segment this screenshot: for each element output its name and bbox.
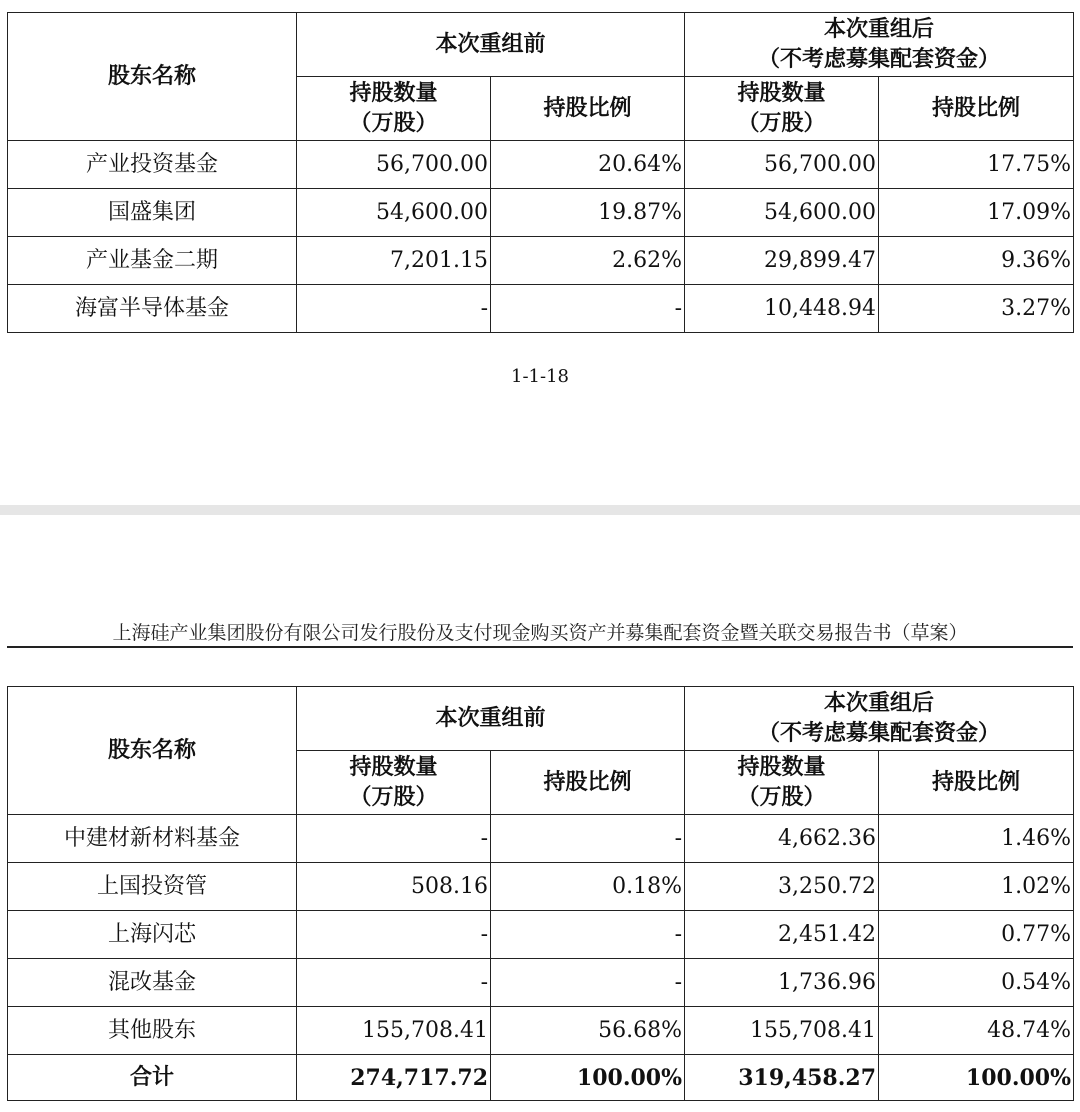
before-ratio-cell: - [491, 285, 685, 333]
header-after-quantity [685, 77, 879, 141]
before-quantity-cell: 56,700.00 [297, 141, 491, 189]
total-before-ratio-cell: 100.00% [491, 1055, 685, 1101]
after-ratio-cell: 48.74% [879, 1007, 1074, 1055]
header-after-line1: 本次重组后 [824, 690, 935, 716]
shareholding-table-bottom [7, 686, 1074, 1101]
shareholder-name-cell: 混改基金 [8, 959, 297, 1007]
header-qty-line2: （万股） [349, 784, 438, 810]
after-quantity-cell: 56,700.00 [685, 141, 879, 189]
table-row [8, 815, 1074, 863]
header-divider [7, 646, 1073, 648]
shareholder-name-cell: 上国投资管 [8, 863, 297, 911]
after-quantity-cell: 2,451.42 [685, 911, 879, 959]
before-ratio-cell: 20.64% [491, 141, 685, 189]
shareholder-name-cell: 上海闪芯 [8, 911, 297, 959]
before-quantity-cell: 54,600.00 [297, 189, 491, 237]
header-before-ratio: 持股比例 [491, 751, 685, 815]
header-qty-line1: 持股数量 [349, 80, 438, 106]
header-after-line2: （不考虑募集配套资金） [758, 46, 1001, 72]
total-before-quantity-cell: 274,717.72 [297, 1055, 491, 1101]
header-after-quantity [685, 751, 879, 815]
total-after-ratio-cell: 100.00% [879, 1055, 1074, 1101]
before-ratio-cell: - [491, 815, 685, 863]
header-after-line2: （不考虑募集配套资金） [758, 720, 1001, 746]
before-quantity-cell: 7,201.15 [297, 237, 491, 285]
after-ratio-cell: 1.02% [879, 863, 1074, 911]
table-row [8, 911, 1074, 959]
header-shareholder-name: 股东名称 [8, 687, 297, 815]
header-qty-line1: 持股数量 [737, 754, 826, 780]
table-row [8, 285, 1074, 333]
before-quantity-cell: - [297, 911, 491, 959]
after-ratio-cell: 17.75% [879, 141, 1074, 189]
before-ratio-cell: 2.62% [491, 237, 685, 285]
after-quantity-cell: 54,600.00 [685, 189, 879, 237]
document-running-header: 上海硅产业集团股份有限公司发行股份及支付现金购买资产并募集配套资金暨关联交易报告书（草案） [112, 622, 968, 644]
table-row [8, 1007, 1074, 1055]
page-separator [0, 505, 1080, 515]
header-qty-line2: （万股） [737, 110, 826, 136]
before-quantity-cell: - [297, 959, 491, 1007]
before-ratio-cell: - [491, 959, 685, 1007]
before-ratio-cell: - [491, 911, 685, 959]
header-before-quantity [297, 77, 491, 141]
after-quantity-cell: 1,736.96 [685, 959, 879, 1007]
header-before-restructuring: 本次重组前 [297, 13, 685, 77]
after-ratio-cell: 9.36% [879, 237, 1074, 285]
before-quantity-cell: 508.16 [297, 863, 491, 911]
header-before-quantity [297, 751, 491, 815]
header-qty-line2: （万股） [349, 110, 438, 136]
shareholder-name-cell: 国盛集团 [8, 189, 297, 237]
page-number: 1-1-18 [511, 366, 569, 387]
before-ratio-cell: 0.18% [491, 863, 685, 911]
before-quantity-cell: - [297, 285, 491, 333]
header-qty-line1: 持股数量 [737, 80, 826, 106]
table-row [8, 863, 1074, 911]
total-after-quantity-cell: 319,458.27 [685, 1055, 879, 1101]
before-ratio-cell: 19.87% [491, 189, 685, 237]
header-before-ratio: 持股比例 [491, 77, 685, 141]
header-after-ratio: 持股比例 [879, 77, 1074, 141]
header-shareholder-name: 股东名称 [8, 13, 297, 141]
table-row [8, 237, 1074, 285]
after-ratio-cell: 0.77% [879, 911, 1074, 959]
table-row [8, 141, 1074, 189]
after-quantity-cell: 155,708.41 [685, 1007, 879, 1055]
header-qty-line2: （万股） [737, 784, 826, 810]
header-after-restructuring [685, 687, 1074, 751]
shareholder-name-cell: 中建材新材料基金 [8, 815, 297, 863]
after-quantity-cell: 10,448.94 [685, 285, 879, 333]
before-quantity-cell: 155,708.41 [297, 1007, 491, 1055]
after-quantity-cell: 3,250.72 [685, 863, 879, 911]
header-before-restructuring: 本次重组前 [297, 687, 685, 751]
header-qty-line1: 持股数量 [349, 754, 438, 780]
shareholder-name-cell: 其他股东 [8, 1007, 297, 1055]
before-quantity-cell: - [297, 815, 491, 863]
header-after-restructuring [685, 13, 1074, 77]
after-ratio-cell: 0.54% [879, 959, 1074, 1007]
after-ratio-cell: 3.27% [879, 285, 1074, 333]
before-ratio-cell: 56.68% [491, 1007, 685, 1055]
shareholder-name-cell: 海富半导体基金 [8, 285, 297, 333]
total-row [8, 1055, 1074, 1101]
after-quantity-cell: 4,662.36 [685, 815, 879, 863]
after-ratio-cell: 17.09% [879, 189, 1074, 237]
table-row [8, 959, 1074, 1007]
shareholder-name-cell: 产业投资基金 [8, 141, 297, 189]
total-label-cell: 合计 [8, 1055, 297, 1101]
header-after-ratio: 持股比例 [879, 751, 1074, 815]
after-ratio-cell: 1.46% [879, 815, 1074, 863]
shareholding-table-top [7, 12, 1074, 333]
header-after-line1: 本次重组后 [824, 16, 935, 42]
shareholder-name-cell: 产业基金二期 [8, 237, 297, 285]
after-quantity-cell: 29,899.47 [685, 237, 879, 285]
table-row [8, 189, 1074, 237]
